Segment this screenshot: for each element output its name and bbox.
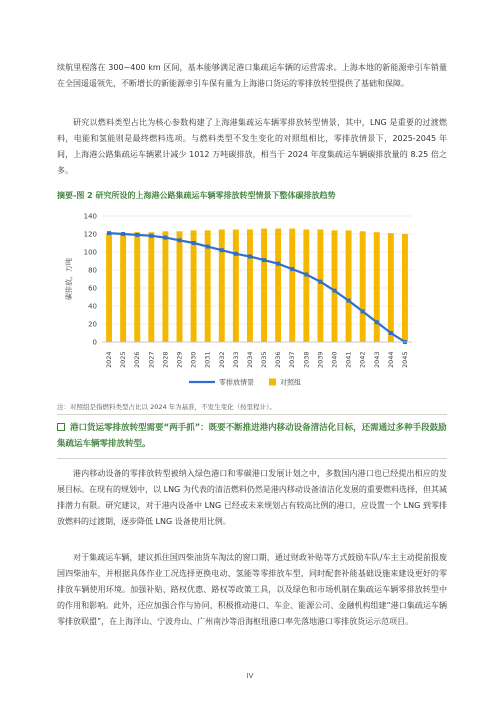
x-tick-label: 2033 (231, 351, 240, 368)
legend-label-control-group: 对照组 (280, 378, 301, 387)
y-tick-label: 60 (88, 284, 97, 293)
y-tick-label: 140 (83, 212, 97, 221)
bar-control-group (148, 232, 154, 342)
chart-note: 注：对照组是指燃料类型占比以 2024 年为基准，不发生变化（按里程计）。 (57, 403, 276, 411)
point-zero-emission (220, 248, 224, 252)
legend-swatch-control-group (269, 379, 276, 386)
point-zero-emission (107, 231, 111, 235)
bar-control-group (120, 233, 126, 342)
legend-label-zero-emission: 零排放情景 (219, 378, 254, 387)
y-tick-label: 80 (88, 266, 97, 275)
figure-caption: 摘要-图 2 研究所设的上海港公路集疏运车辆零排放转型情景下整体碳排放趋势 (57, 191, 336, 200)
bar-control-group (177, 231, 183, 342)
point-zero-emission (149, 234, 153, 238)
x-tick-label: 2027 (147, 351, 156, 368)
divider-top (57, 414, 447, 415)
x-tick-label: 2039 (316, 351, 325, 368)
bar-control-group (106, 233, 112, 342)
bar-control-group (303, 230, 309, 343)
x-tick-label: 2038 (302, 351, 311, 368)
x-tick-label: 2024 (105, 351, 114, 368)
bar-control-group (360, 231, 366, 342)
point-zero-emission (248, 255, 252, 259)
x-tick-label: 2040 (330, 351, 339, 368)
x-tick-label: 2029 (175, 351, 184, 368)
x-tick-label: 2025 (119, 351, 128, 368)
point-zero-emission (276, 262, 280, 266)
point-zero-emission (192, 241, 196, 245)
point-zero-emission (234, 252, 238, 256)
bar-control-group (388, 233, 394, 342)
point-zero-emission (318, 280, 322, 284)
paragraph-1: 续航里程落在 300~400 km 区间，基本能够满足港口集疏运车辆的运营需求。上海本地的新能源牵引车销量在全国遥遥领先，不断增长的新能源牵引车保有量为上海港口货运的零排放转型提供了基础和保障。 (57, 63, 447, 88)
point-zero-emission (206, 245, 210, 249)
bar-control-group (346, 230, 352, 342)
bar-control-group (247, 230, 253, 343)
y-tick-label: 120 (83, 230, 97, 239)
x-tick-label: 2045 (400, 351, 409, 368)
x-tick-label: 2034 (245, 351, 254, 368)
x-tick-label: 2035 (260, 351, 269, 368)
bar-control-group (191, 230, 197, 342)
point-zero-emission (290, 267, 294, 271)
point-zero-emission (389, 331, 393, 335)
bar-control-group (233, 230, 239, 343)
point-zero-emission (262, 258, 266, 262)
section-heading (57, 420, 447, 452)
x-tick-label: 2044 (386, 351, 395, 368)
x-tick-label: 2032 (217, 351, 226, 368)
y-tick-label: 100 (83, 248, 97, 257)
x-tick-label: 2026 (133, 351, 142, 368)
point-zero-emission (304, 273, 308, 277)
paragraph-4: 对于集疏运车辆，建议抓住国四柴油货车淘汰的窗口期，通过财政补贴等方式鼓励车队/车主主动提前报废国四柴油车，并根据具体作业工况选择更换电动、氢能等零排放车型，同时配套补能基础设施来建设更好的零排放车辆使用环境。加强补贴、路权优惠、路权等政策工具，以及绿色和市场机制在集疏运车辆零排放转型中的作用和影响。此外，还应加强合作与协同，积极推动港口、车企、能源公司、金融机构组建“港口集疏运车辆零排放联盟”，在上海洋山、宁波舟山、广州南沙等沿海枢纽港口率先落地港口零排放货运示范项目。 (57, 553, 447, 626)
x-tick-label: 2042 (358, 351, 367, 368)
bar-control-group (162, 231, 168, 342)
point-zero-emission (361, 309, 365, 313)
x-tick-label: 2036 (274, 351, 283, 368)
point-zero-emission (163, 236, 167, 240)
x-tick-label: 2041 (344, 351, 353, 368)
bar-control-group (374, 232, 380, 342)
bar-control-group (134, 232, 140, 342)
bar-control-group (275, 229, 281, 342)
point-zero-emission (375, 320, 379, 324)
bar-control-group (402, 234, 408, 342)
y-tick-label: 20 (88, 320, 97, 329)
page-number: IV (246, 672, 254, 680)
paragraph-2: 研究以燃料类型占比为核心参数构建了上海港集疏运车辆零排放转型情景，其中，LNG 是重要的过渡燃料，电能和氢能则是最终燃料选项。与燃料类型不发生变化的对照组相比，零排放情景下，2025-2045 年间，上海港公路集疏运车辆累计减少 1012 万吨碳排放，相当于 2024 年度集疏运车辆碳排放量的 8.25 倍之多。 (57, 118, 447, 175)
chart-svg (57, 206, 447, 392)
bar-control-group (332, 230, 338, 342)
chart (57, 206, 447, 392)
bar-control-group (261, 229, 267, 342)
y-tick-label: 0 (92, 338, 97, 347)
point-zero-emission (178, 238, 182, 242)
bar-control-group (317, 230, 323, 343)
point-zero-emission (135, 233, 139, 237)
divider-bottom (57, 458, 447, 459)
square-bullet-icon (57, 423, 65, 431)
bar-control-group (219, 230, 225, 343)
y-axis-label: 碳排放，万吨 (65, 258, 73, 300)
point-zero-emission (121, 232, 125, 236)
point-zero-emission (333, 289, 337, 293)
point-zero-emission (347, 299, 351, 303)
x-tick-label: 2030 (189, 351, 198, 368)
x-tick-label: 2043 (372, 351, 381, 368)
x-tick-label: 2031 (203, 351, 212, 368)
x-tick-label: 2037 (288, 351, 297, 368)
bar-control-group (289, 229, 295, 342)
section-heading-text: 港口货运零排放转型需要“两手抓”：既要不断推进港内移动设备清洁化目标，还需通过多种手段鼓励集疏运车辆零排放转型。 (57, 423, 447, 449)
x-tick-label: 2028 (161, 351, 170, 368)
paragraph-3: 港内移动设备的零排放转型被纳入绿色港口和零碳港口发展计划之中，多数国内港口也已经提出相应的发展目标。在现有的规划中，以 LNG 为代表的清洁燃料仍然是港内移动设备清洁化发展的重要燃料选择，但其减排潜力有限。研究建议，对于港内设备中 LNG 已经或未来规划占有较高比例的港口，应设置一个 LNG 到零排放燃料的过渡期，逐步降低 LNG 设备使用比例。 (57, 469, 447, 526)
y-tick-label: 40 (88, 302, 97, 311)
